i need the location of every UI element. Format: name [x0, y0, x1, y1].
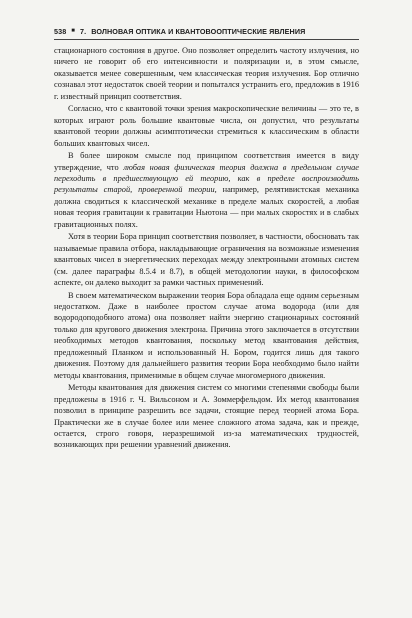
paragraph-2: Согласно, что с квантовой точки зрения макроскопические величины — это те, в которых играют роль большие квантовые числа, он допустил, что результаты квантовой теории должны асимптотически стремиться к классическим в области больших квантовых чисел.	[54, 104, 359, 148]
running-header	[54, 26, 359, 40]
paragraph-3	[54, 150, 359, 230]
paragraph-5: В своем математическом выражении теория Бора обладала еще одним серьезным недостатком. Даже в наиболее простом случае атома водорода (или для водородоподобного атома) она позволяет найти энергию стационарных состояний только для кругового движения электрона. Причина этого заключается в отсутствии необходимых методов квантования, поскольку метод квантования действия, предложенный Планком и использованный Н. Бором, годится лишь для такого движения. Поэтому для дальнейшего развития теории Бора необходимо было найти методы квантования, применимые в общем случае многомерного движения.	[54, 290, 359, 380]
paragraph-1: стационарного состояния в другое. Оно позволяет определить частоту излучения, но ничего не говорит об его интенсивности и поляризации и, в этом смысле, оказывается менее совершенным, чем классическая теория излучения. Бор отлично сознавал этот недостаток своей теории и попытался устранить его, предложив в 1916 г. известный принцип соответствия.	[54, 46, 359, 101]
page-number: 538	[54, 27, 67, 36]
paragraph-3-italic-statement: любая новая физическая теория должна в предельном случае переходить в предшествующую ей теорию, как в пределе воспроизводить результаты старой, проверенной теории,	[54, 162, 360, 195]
chapter-title: ВОЛНОВАЯ ОПТИКА И КВАНТОВООПТИЧЕСКИЕ ЯВЛЕНИЯ	[91, 27, 306, 36]
paragraph-4: Хотя в теории Бора принцип соответствия позволяет, в частности, обосновать так называемые правила отбора, накладывающие ограничения на возможные изменения квантовых чисел в энергетических переходах между электронными атомных систем (см. далее параграфы 8.5.4 и 8.7), в общей методологии науки, в философском аспекте, он далеко выходит за рамки частных применений.	[54, 232, 359, 288]
chapter-number: 7.	[80, 27, 87, 36]
paragraph-6: Методы квантования для движения систем со многими степенями свободы были предложены в 1916 г. Ч. Вильсоном и А. Зоммерфельдом. Их метод квантования позволил в принципе разрешить все задачи, стоящие перед теорией атома Бора. Практически же в случае более или менее сложного атома задача, как и прежде, остается, строго говоря, неразрешимой из-за математических трудностей, возникающих при решении уравнений движения.	[54, 383, 359, 450]
body-text	[54, 45, 359, 451]
header-bullet-icon: ■	[71, 28, 76, 34]
paragraph-3-text-after: например, релятивистская механика должна сводиться к классической механике в пределе малых скоростей, а любая новая теория гравитации к гравитации Ньютона — при малых скоростях и в слабых гравитационных полях.	[54, 185, 359, 229]
paragraph-3-text-before: В более широком смысле под принципом соответствия имеется в виду утверждение, что	[54, 151, 359, 172]
